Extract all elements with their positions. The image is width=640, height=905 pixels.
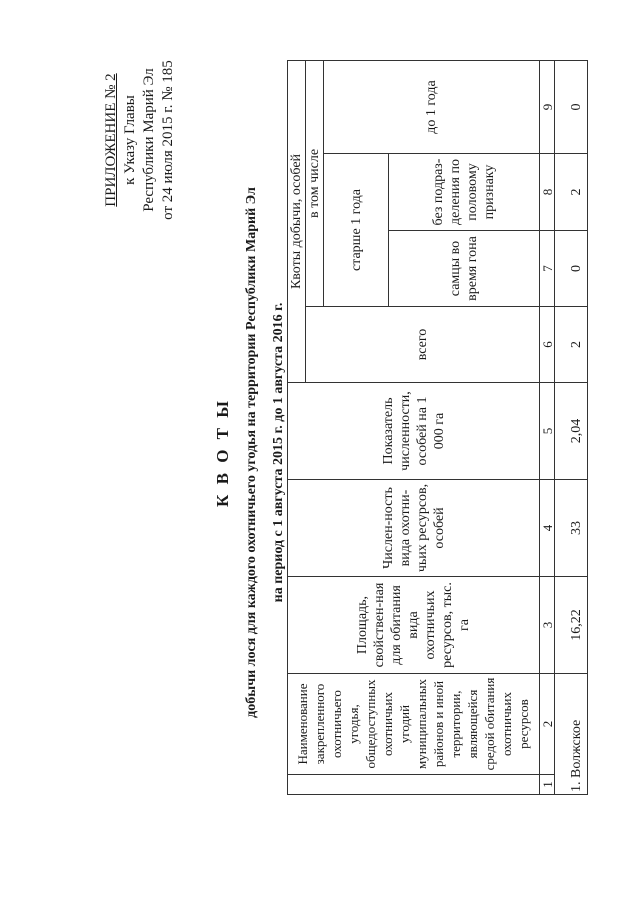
cell-population: 33 [555, 480, 588, 577]
cell-males: 0 [555, 231, 588, 307]
column-number: 6 [540, 307, 555, 383]
cell-area: 16,22 [555, 577, 588, 674]
cell-under-one: 0 [555, 61, 588, 154]
appendix-number: ПРИЛОЖЕНИЕ № 2 [103, 73, 119, 207]
header-cell-quotas: Квоты добычи, особей [288, 61, 306, 383]
column-number: 5 [540, 383, 555, 480]
title-block [212, 0, 288, 905]
column-number: 3 [540, 577, 555, 674]
cell-no-sex: 2 [555, 154, 588, 231]
header-cell-total: всего [306, 307, 540, 383]
column-number: 1 [540, 775, 555, 795]
document-subtitle-line-2: на период с 1 августа 2015 г. до 1 августа 2016 г. [271, 302, 286, 603]
header-cell-population: Числен-ность вида охотни-чьих ресурсов, особей [288, 480, 540, 577]
header-cell-under-one: до 1 года [324, 61, 540, 154]
cell-density: 2,04 [555, 383, 588, 480]
column-number: 4 [540, 480, 555, 577]
column-number: 7 [540, 231, 555, 307]
header-cell-number [288, 775, 540, 795]
quota-table [287, 60, 588, 795]
header-cell-name: Наименование закрепленного охотничьего угодья, общедоступных охотничьих угодий муниципальных районов и иной территории, являющейся средой обитания охотничьих ресурсов [288, 674, 540, 775]
header-cell-including: в том числе [306, 61, 324, 307]
document-subtitle-line-1: добычи лося для каждого охотничьего угодья на территории Республики Марий Эл [244, 187, 259, 718]
document-title: К В О Т Ы [213, 398, 232, 507]
header-cell-area: Площадь, свойствен-ная для обитания вида охотничьих ресурсов, тыс. га [288, 577, 540, 674]
cell-hunting-ground-name: 1. Волжское [555, 674, 588, 795]
appendix-line-decree: к Указу Главы [122, 95, 138, 185]
header-cell-no-sex: без подраз-деления по половому признаку [389, 154, 540, 231]
header-cell-males: самцы во время гона [389, 231, 540, 307]
column-number: 2 [540, 674, 555, 775]
header-row-1 [288, 61, 306, 795]
appendix-header [102, 25, 178, 255]
table-row [555, 61, 588, 795]
column-number-row [540, 61, 555, 795]
appendix-line-date: от 24 июля 2015 г. № 185 [160, 60, 176, 220]
cell-total: 2 [555, 307, 588, 383]
header-cell-density: Показатель численности, особей на 1 000 га [288, 383, 540, 480]
column-number: 9 [540, 61, 555, 154]
column-number: 8 [540, 154, 555, 231]
header-cell-older: старше 1 года [324, 154, 389, 307]
appendix-line-republic: Республики Марий Эл [141, 68, 157, 212]
